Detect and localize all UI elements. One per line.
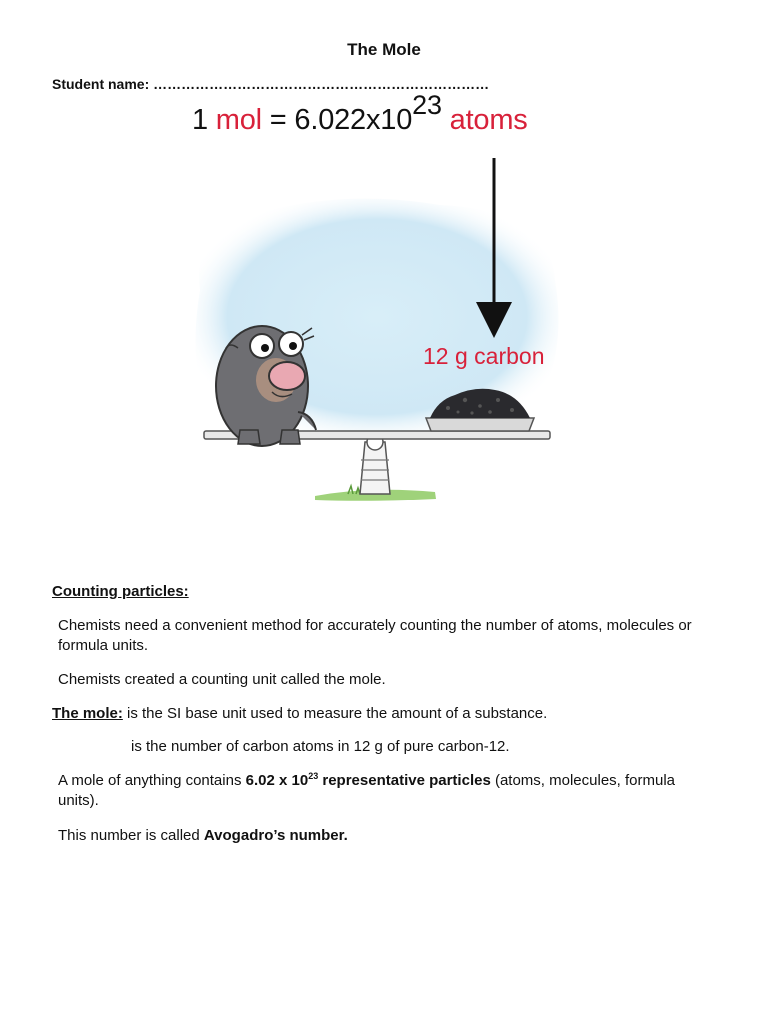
section-heading-counting-particles: Counting particles: [52,583,189,600]
p5-exponent: 23 [308,771,319,781]
p5-pre: A mole of anything contains [58,772,246,789]
paragraph-avogadro [58,826,708,846]
paragraph-counting-method: Chemists need a convenient method for accurately counting the number of atoms, molecules or formula units. [58,617,692,654]
equation-number: 6.022x10 [294,104,413,136]
carbon-mass-label: 12 g carbon [423,343,545,369]
p5-bold-after: representative particles [318,772,491,789]
paragraph-counting-unit: Chemists created a counting unit called the mole. [58,671,386,688]
equation-atoms: atoms [449,104,528,136]
student-name-field: Student name: ……………………………………………………………… [52,76,490,92]
paragraph-mole-definition [52,704,702,724]
paragraph-carbon-atoms: is the number of carbon atoms in 12 g of pure carbon-12. [131,738,510,755]
page-title: The Mole [347,40,421,59]
paragraph-representative-particles [58,771,708,811]
carbon-tray [426,418,534,431]
equation-mol: mol [215,104,262,136]
mole-equation [192,90,528,137]
p5-number: 6.02 x 10 [245,772,309,789]
avogadro-term: Avogadro’s number. [203,827,348,844]
mole-definition-label: The mole: [52,705,123,722]
mole-seesaw-illustration [180,150,580,510]
p6-pre: This number is called [58,827,204,844]
equation-equals: = [269,104,287,136]
equation-one: 1 [192,104,208,136]
p5-post: (atoms, molecules, formula units). [58,772,676,809]
mole-definition-text: is the SI base unit used to measure the amount of a substance. [122,705,548,722]
equation-exponent: 23 [412,90,442,121]
